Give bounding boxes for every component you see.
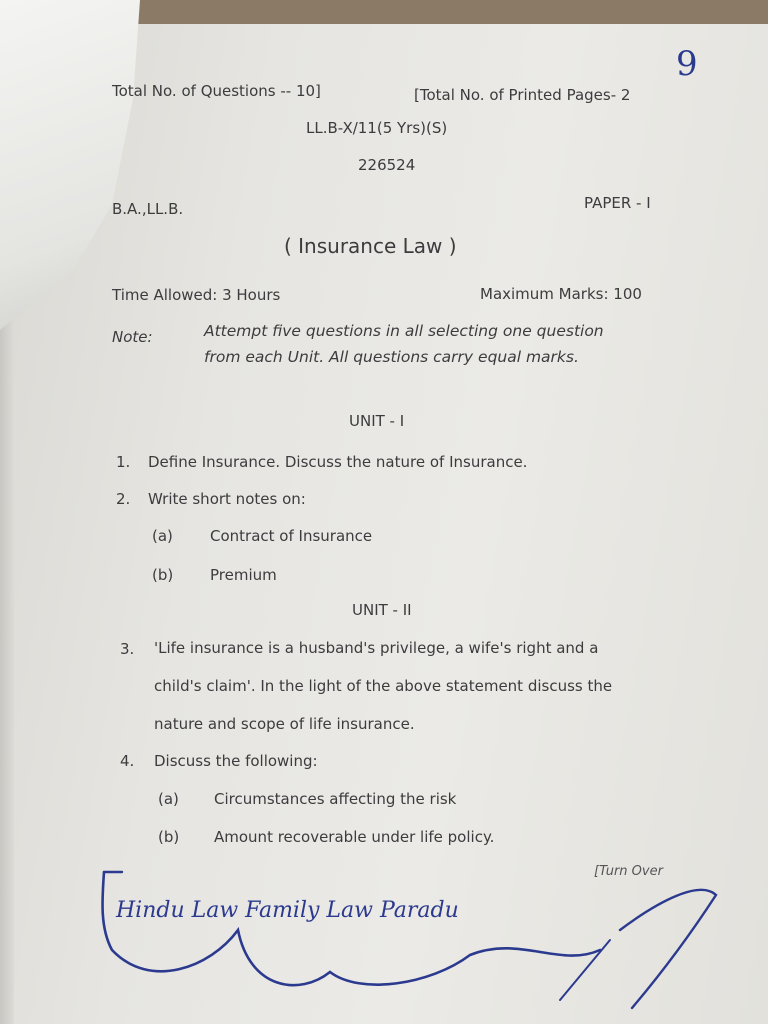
question-number: 4.: [120, 752, 135, 770]
handwritten-page-number: 9: [676, 44, 698, 84]
paper-number: PAPER - I: [584, 194, 651, 212]
paper-code: 226524: [358, 156, 416, 174]
part-text: Amount recoverable under life policy.: [214, 828, 495, 846]
part-label: (b): [152, 566, 174, 584]
note-line-1: Attempt five questions in all selecting one question: [204, 322, 604, 340]
part-text: Circumstances affecting the risk: [214, 790, 457, 808]
time-allowed: Time Allowed: 3 Hours: [112, 286, 281, 304]
unit-title: UNIT - II: [352, 601, 412, 619]
course-code: LL.B-X/11(5 Yrs)(S): [306, 119, 448, 137]
question-line: child's claim'. In the light of the above statement discuss the: [154, 677, 613, 695]
handwritten-note: Hindu Law Family Law Paradu: [116, 898, 459, 923]
part-text: Premium: [210, 566, 277, 584]
note-label: Note:: [112, 328, 153, 346]
question-text: Define Insurance. Discuss the nature of Insurance.: [148, 453, 528, 471]
question-number: 2.: [116, 490, 131, 508]
degree: B.A.,LL.B.: [112, 200, 184, 218]
question-text: Write short notes on:: [148, 490, 306, 508]
total-questions: Total No. of Questions -- 10]: [112, 82, 321, 100]
part-text: Contract of Insurance: [210, 527, 373, 545]
note-line-2: from each Unit. All questions carry equal marks.: [204, 348, 579, 366]
part-label: (a): [158, 790, 179, 808]
question-number: 1.: [116, 453, 131, 471]
question-line: 'Life insurance is a husband's privilege, a wife's right and a: [154, 639, 599, 657]
question-number: 3.: [120, 640, 135, 658]
question-text: Discuss the following:: [154, 752, 318, 770]
part-label: (a): [152, 527, 173, 545]
question-line: nature and scope of life insurance.: [154, 715, 415, 733]
part-label: (b): [158, 828, 180, 846]
maximum-marks: Maximum Marks: 100: [480, 285, 642, 303]
subject-title: ( Insurance Law ): [284, 234, 457, 258]
turn-over: [Turn Over: [594, 864, 663, 879]
unit-title: UNIT - I: [349, 412, 405, 430]
total-printed-pages: [Total No. of Printed Pages- 2: [414, 86, 631, 104]
